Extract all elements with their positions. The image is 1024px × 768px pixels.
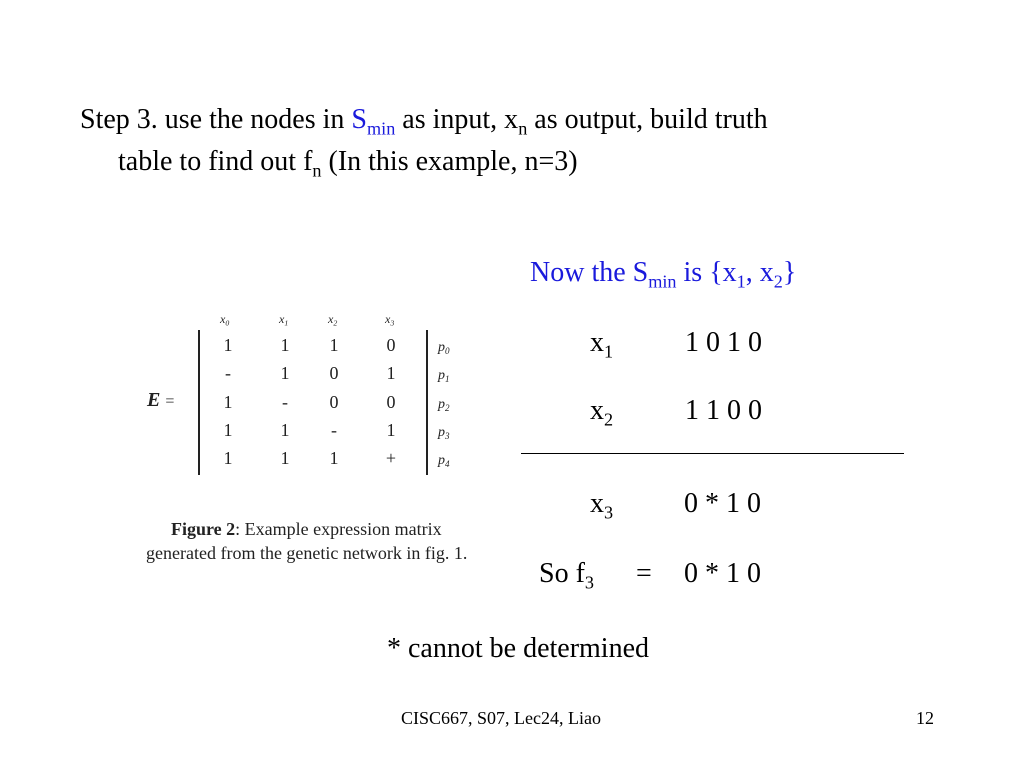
matrix-cell: 1 (223, 335, 233, 355)
figure-caption-line1: Figure 2: Example expression matrix (171, 519, 442, 539)
matrix-row-label: $p_1$ (438, 368, 450, 385)
figure-caption-line2: generated from the genetic network in fig. 1. (146, 543, 468, 563)
matrix-cell: 1 (280, 335, 290, 355)
divider-line (521, 453, 904, 454)
conclusion-row (539, 558, 819, 594)
row-value: 1 0 1 0 (685, 327, 762, 358)
matrix-cell: - (225, 363, 231, 383)
conclusion-value: 0 * 1 0 (684, 558, 761, 589)
matrix-row-label: $p_4$ (438, 453, 450, 470)
matrix-cell: 1 (386, 363, 396, 383)
matrix-cell: 1 (280, 420, 290, 440)
row-value: 1 1 0 0 (685, 395, 762, 426)
smin-statement: Now the $S_{min}$ is {$x_1$, $x_2$} (530, 257, 797, 292)
matrix-cell: 1 (223, 448, 233, 468)
matrix-row-label: $p_2$ (438, 397, 450, 414)
matrix-cell: 1 (280, 448, 290, 468)
step-text-line2: table to find out $f_n$ (In this example, n=3) (118, 146, 578, 181)
matrix-cell: 1 (329, 448, 339, 468)
equals-sign: = (636, 558, 652, 589)
matrix-cell: 0 (329, 363, 339, 383)
page-number: 12 (916, 708, 934, 728)
matrix-header: $x_0$ (220, 312, 230, 328)
matrix-cell: 1 (223, 420, 233, 440)
matrix-row-label: $p_0$ (438, 340, 450, 357)
step-text-line1: Step 3. use the nodes in $S_{min}$ as input, $x_n$ as output, build truth (80, 104, 768, 139)
row-variable: $x_3$ (590, 488, 614, 523)
matrix-header: $x_3$ (385, 312, 395, 328)
matrix-cell: - (331, 420, 337, 440)
matrix-cell: 1 (280, 363, 290, 383)
row-variable: $x_1$ (590, 327, 614, 362)
matrix-cell: - (282, 392, 288, 412)
matrix-cell: 0 (386, 392, 396, 412)
matrix-cell: + (385, 448, 397, 468)
matrix-header: $x_1$ (279, 312, 289, 328)
matrix-cell: 1 (329, 335, 339, 355)
row-value: 0 * 1 0 (684, 488, 761, 519)
truth-row-x1 (590, 327, 810, 363)
matrix-right-bar (426, 330, 428, 475)
matrix-label: E = (147, 389, 175, 411)
matrix-cell: 1 (386, 420, 396, 440)
truth-row-x2 (590, 395, 810, 431)
row-variable: $x_2$ (590, 395, 614, 430)
truth-row-x3 (590, 488, 810, 524)
matrix-header: $x_2$ (328, 312, 338, 328)
smin-term: $S_{min}$ (351, 104, 396, 139)
matrix-cell: 0 (386, 335, 396, 355)
matrix-row-label: $p_3$ (438, 425, 450, 442)
matrix-cell: 0 (329, 392, 339, 412)
conclusion-label: So $f_3$ (539, 558, 594, 593)
matrix-left-bar (198, 330, 200, 475)
footer-text: CISC667, S07, Lec24, Liao (401, 708, 601, 728)
note-text: * cannot be determined (387, 633, 650, 664)
matrix-cell: 1 (223, 392, 233, 412)
